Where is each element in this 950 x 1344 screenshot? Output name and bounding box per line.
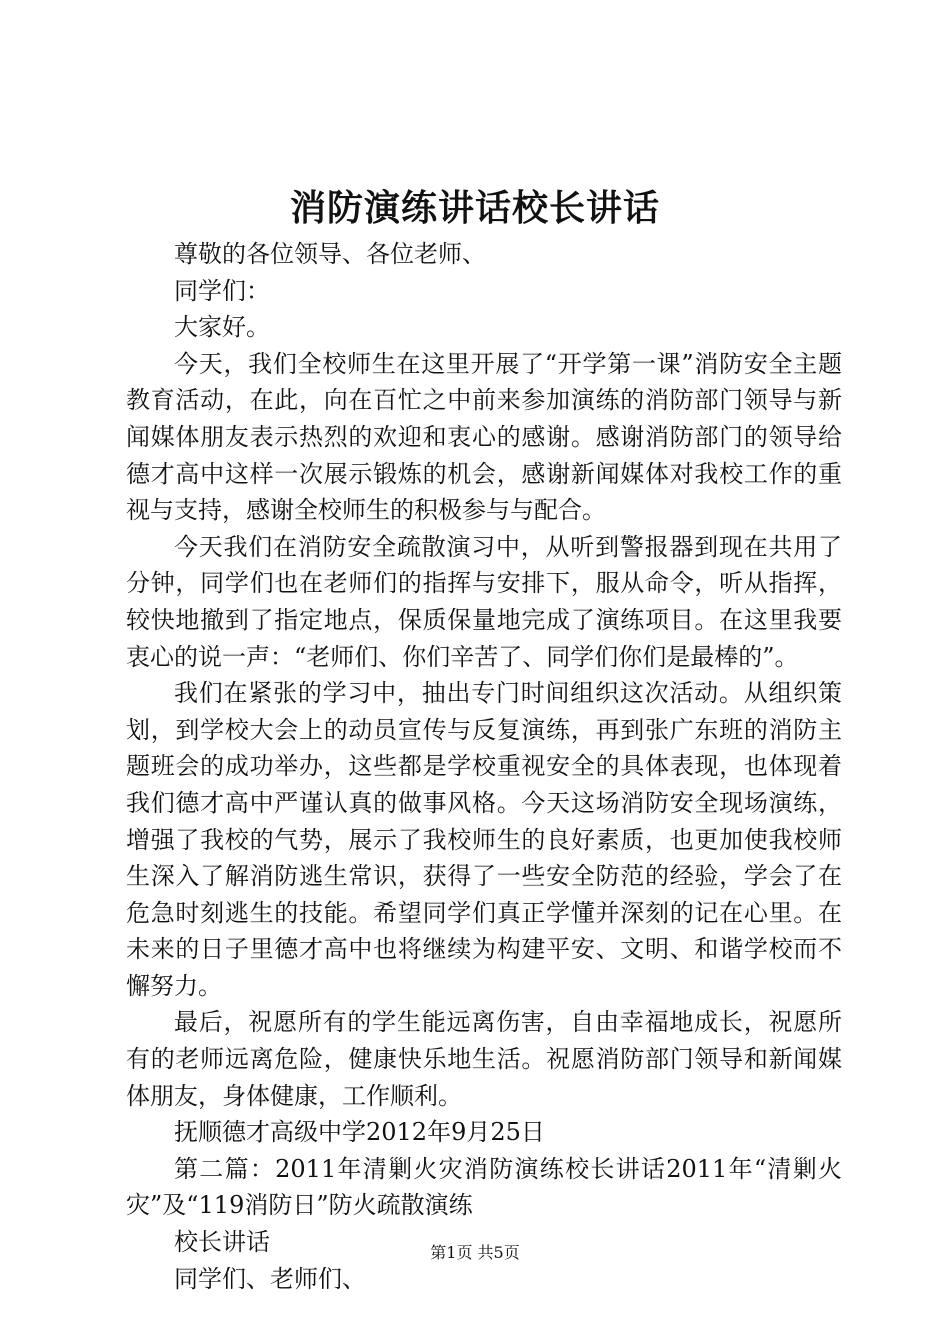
document-title: 消防演练讲话校长讲话 (289, 187, 660, 229)
salutation-line-2: 同学们： (174, 276, 270, 305)
page-number: 第1页 共5页 (430, 1243, 520, 1262)
paragraph-opening: 今天，我们全校师生在这里开展了“开学第一课”消防安全主题教育活动，在此，向在百忙之中前来参加演练的消防部门领导与新闻媒体朋友表示热烈的欢迎和衷心的感谢。感谢消防部门的领导给德才高中这样一次展示锻炼的机会，感谢新闻媒体对我校工作的重视与支持，感谢全校师生的积极参与与配合。 (126, 349, 842, 525)
second-article-subtitle: 校长讲话 (174, 1228, 270, 1257)
greeting: 大家好。 (174, 313, 270, 342)
second-article-salutation: 同学们、老师们、 (174, 1264, 366, 1293)
paragraph-drill-summary: 今天我们在消防安全疏散演习中，从听到警报器到现在共用了分钟，同学们也在老师们的指挥与安排下，服从命令，听从指挥，较快地撤到了指定地点，保质保量地完成了演练项目。在这里我要衷心的说一声：“老师们、你们辛苦了、同学们你们是最棒的”。 (126, 532, 842, 671)
document-body (126, 236, 842, 1297)
salutation-line-1: 尊敬的各位领导、各位老师、 (174, 240, 486, 268)
second-article-heading: 第二篇：2011年清剿火灾消防演练校长讲话2011年“清剿火灾”及“119消防日”防火疏散演练 (126, 1154, 842, 1220)
paragraph-closing-wishes: 最后，祝愿所有的学生能远离伤害，自由幸福地成长，祝愿所有的老师远离危险，健康快乐地生活。祝愿消防部门领导和新闻媒体朋友，身体健康，工作顺利。 (126, 1008, 842, 1110)
paragraph-activity: 我们在紧张的学习中，抽出专门时间组织这次活动。从组织策划，到学校大会上的动员宣传与反复演练，再到张广东班的消防主题班会的成功举办，这些都是学校重视安全的具体表现，也体现着我们德才高中严谨认真的做事风格。今天这场消防安全现场演练，增强了我校的气势，展示了我校师生的良好素质，也更加使我校师生深入了解消防逃生常识，获得了一些安全防范的经验，学会了在危急时刻逃生的技能。希望同学们真正学懂并深刻的记在心里。在未来的日子里德才高中也将继续为构建平安、文明、和谐学校而不懈努力。 (126, 679, 842, 1000)
signature-date: 抚顺德才高级中学2012年9月25日 (174, 1118, 545, 1147)
